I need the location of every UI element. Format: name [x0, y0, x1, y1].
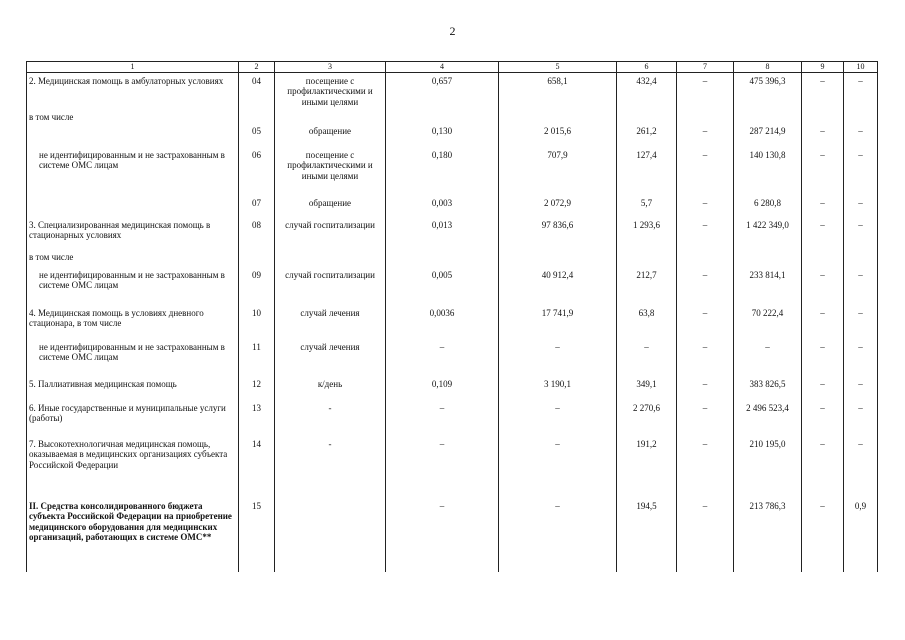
row-value-6: 194,5 — [617, 498, 677, 572]
row-value-4: – — [386, 498, 499, 572]
row-value-5: 2 072,9 — [499, 195, 617, 217]
row-value-10: – — [844, 123, 878, 147]
row-value-10: – — [844, 147, 878, 195]
row-unit: случай лечения — [275, 339, 386, 376]
row-value-6: 212,7 — [617, 267, 677, 305]
table-row — [27, 217, 878, 249]
row-value-9: – — [802, 195, 844, 217]
row-value-6: – — [617, 339, 677, 376]
row-value-6: 63,8 — [617, 305, 677, 339]
row-value-5: – — [499, 400, 617, 436]
row-value-9: – — [802, 400, 844, 436]
row-value-4: 0,657 — [386, 73, 499, 109]
row-name: 2. Медицинская помощь в амбулаторных условиях — [27, 73, 239, 109]
row-value-4: – — [386, 400, 499, 436]
row-value-4: 0,109 — [386, 376, 499, 400]
row-value-4: 0,013 — [386, 217, 499, 249]
row-unit: к/день — [275, 376, 386, 400]
row-name: в том числе — [27, 249, 239, 267]
row-value-8: 287 214,9 — [734, 123, 802, 147]
row-value-7: – — [677, 217, 734, 249]
row-value-7: – — [677, 147, 734, 195]
row-code: 08 — [239, 217, 275, 249]
row-value-8: 383 826,5 — [734, 376, 802, 400]
row-value-10: – — [844, 436, 878, 498]
row-value-9: – — [802, 436, 844, 498]
row-name: 4. Медицинская помощь в условиях дневного стационара, в том числе — [27, 305, 239, 339]
col-header-5: 5 — [499, 62, 617, 73]
row-value-6: 2 270,6 — [617, 400, 677, 436]
col-header-9: 9 — [802, 62, 844, 73]
row-code: 07 — [239, 195, 275, 217]
row-value-6: 127,4 — [617, 147, 677, 195]
row-name — [27, 123, 239, 147]
row-unit: посещение с профилактическими и иными целями — [275, 73, 386, 109]
row-value-5: 658,1 — [499, 73, 617, 109]
row-value-8: 1 422 349,0 — [734, 217, 802, 249]
row-value-8: 6 280,8 — [734, 195, 802, 217]
row-value-9: – — [802, 147, 844, 195]
row-value-9: – — [802, 217, 844, 249]
row-code: 09 — [239, 267, 275, 305]
row-value-5: 2 015,6 — [499, 123, 617, 147]
row-value-7: – — [677, 376, 734, 400]
row-value-6: 5,7 — [617, 195, 677, 217]
table-row — [27, 376, 878, 400]
row-value-7: – — [677, 267, 734, 305]
row-code: 04 — [239, 73, 275, 109]
row-value-7: – — [677, 305, 734, 339]
row-value-9: – — [802, 267, 844, 305]
row-value-6: 349,1 — [617, 376, 677, 400]
row-value-4: 0,0036 — [386, 305, 499, 339]
row-value-9: – — [802, 73, 844, 109]
row-value-10: – — [844, 305, 878, 339]
row-code: 06 — [239, 147, 275, 195]
row-value-10: – — [844, 195, 878, 217]
row-unit: - — [275, 436, 386, 498]
row-value-6: 1 293,6 — [617, 217, 677, 249]
table-row — [27, 147, 878, 195]
col-header-2: 2 — [239, 62, 275, 73]
row-name: не идентифицированным и не застрахованным в системе ОМС лицам — [27, 267, 239, 305]
row-code: 12 — [239, 376, 275, 400]
table-row — [27, 267, 878, 305]
row-value-10: – — [844, 73, 878, 109]
row-value-7: – — [677, 73, 734, 109]
row-value-7: – — [677, 195, 734, 217]
row-name: в том числе — [27, 109, 239, 123]
row-value-10: – — [844, 400, 878, 436]
row-value-4: 0,005 — [386, 267, 499, 305]
row-value-10: – — [844, 339, 878, 376]
header-row — [27, 62, 878, 73]
row-value-7: – — [677, 400, 734, 436]
row-unit: - — [275, 400, 386, 436]
row-code: 11 — [239, 339, 275, 376]
page-number: 2 — [449, 24, 456, 38]
row-unit: посещение с профилактическими и иными целями — [275, 147, 386, 195]
row-unit: случай лечения — [275, 305, 386, 339]
row-value-7: – — [677, 498, 734, 572]
row-value-4: 0,003 — [386, 195, 499, 217]
row-value-4: 0,130 — [386, 123, 499, 147]
row-value-8: 140 130,8 — [734, 147, 802, 195]
row-value-5: 40 912,4 — [499, 267, 617, 305]
row-name: 5. Паллиативная медицинская помощь — [27, 376, 239, 400]
col-header-3: 3 — [275, 62, 386, 73]
row-value-4: – — [386, 339, 499, 376]
table-row — [27, 195, 878, 217]
table-row — [27, 339, 878, 376]
row-name: 6. Иные государственные и муниципальные услуги (работы) — [27, 400, 239, 436]
col-header-7: 7 — [677, 62, 734, 73]
row-value-6: 432,4 — [617, 73, 677, 109]
table-row — [27, 436, 878, 498]
table-row — [27, 400, 878, 436]
row-value-10: – — [844, 217, 878, 249]
table-row — [27, 249, 878, 267]
row-unit: обращение — [275, 123, 386, 147]
row-value-7: – — [677, 123, 734, 147]
row-value-8: 475 396,3 — [734, 73, 802, 109]
col-header-8: 8 — [734, 62, 802, 73]
row-code: 14 — [239, 436, 275, 498]
data-table — [26, 61, 878, 572]
row-name: II. Средства консолидированного бюджета субъекта Российской Федерации на приобретение медицинского оборудования для медицинских организаций, работающих в системе ОМС** — [27, 498, 239, 572]
row-unit: случай госпитализации — [275, 267, 386, 305]
col-header-10: 10 — [844, 62, 878, 73]
row-name: не идентифицированным и не застрахованным в системе ОМС лицам — [27, 339, 239, 376]
row-name: 7. Высокотехнологичная медицинская помощь, оказываемая в медицинских организациях субъекта Российской Федерации — [27, 436, 239, 498]
table-row — [27, 73, 878, 109]
row-value-9: – — [802, 498, 844, 572]
row-value-5: 707,9 — [499, 147, 617, 195]
row-value-9: – — [802, 123, 844, 147]
row-value-4: – — [386, 436, 499, 498]
row-value-5: – — [499, 498, 617, 572]
row-name — [27, 195, 239, 217]
row-value-6: 261,2 — [617, 123, 677, 147]
row-value-9: – — [802, 305, 844, 339]
row-value-9: – — [802, 339, 844, 376]
row-name: не идентифицированным и не застрахованным в системе ОМС лицам — [27, 147, 239, 195]
row-code: 05 — [239, 123, 275, 147]
row-value-7: – — [677, 339, 734, 376]
row-value-7: – — [677, 436, 734, 498]
col-header-6: 6 — [617, 62, 677, 73]
row-unit — [275, 498, 386, 572]
row-value-5: 97 836,6 — [499, 217, 617, 249]
row-value-10: – — [844, 267, 878, 305]
row-unit: случай госпитализации — [275, 217, 386, 249]
row-code: 15 — [239, 498, 275, 572]
table-row — [27, 498, 878, 572]
row-value-5: 17 741,9 — [499, 305, 617, 339]
row-value-8: 233 814,1 — [734, 267, 802, 305]
table-row — [27, 109, 878, 123]
row-value-5: – — [499, 436, 617, 498]
table-row — [27, 123, 878, 147]
row-value-10: – — [844, 376, 878, 400]
row-unit: обращение — [275, 195, 386, 217]
row-value-6: 191,2 — [617, 436, 677, 498]
col-header-1: 1 — [27, 62, 239, 73]
row-value-9: – — [802, 376, 844, 400]
row-code: 13 — [239, 400, 275, 436]
row-value-8: 210 195,0 — [734, 436, 802, 498]
row-name: 3. Специализированная медицинская помощь в стационарных условиях — [27, 217, 239, 249]
row-value-5: 3 190,1 — [499, 376, 617, 400]
row-value-8: 70 222,4 — [734, 305, 802, 339]
row-value-10: 0,9 — [844, 498, 878, 572]
row-value-5: – — [499, 339, 617, 376]
row-value-4: 0,180 — [386, 147, 499, 195]
row-value-8: 2 496 523,4 — [734, 400, 802, 436]
row-value-8: 213 786,3 — [734, 498, 802, 572]
table-row — [27, 305, 878, 339]
col-header-4: 4 — [386, 62, 499, 73]
row-code: 10 — [239, 305, 275, 339]
row-value-8: – — [734, 339, 802, 376]
